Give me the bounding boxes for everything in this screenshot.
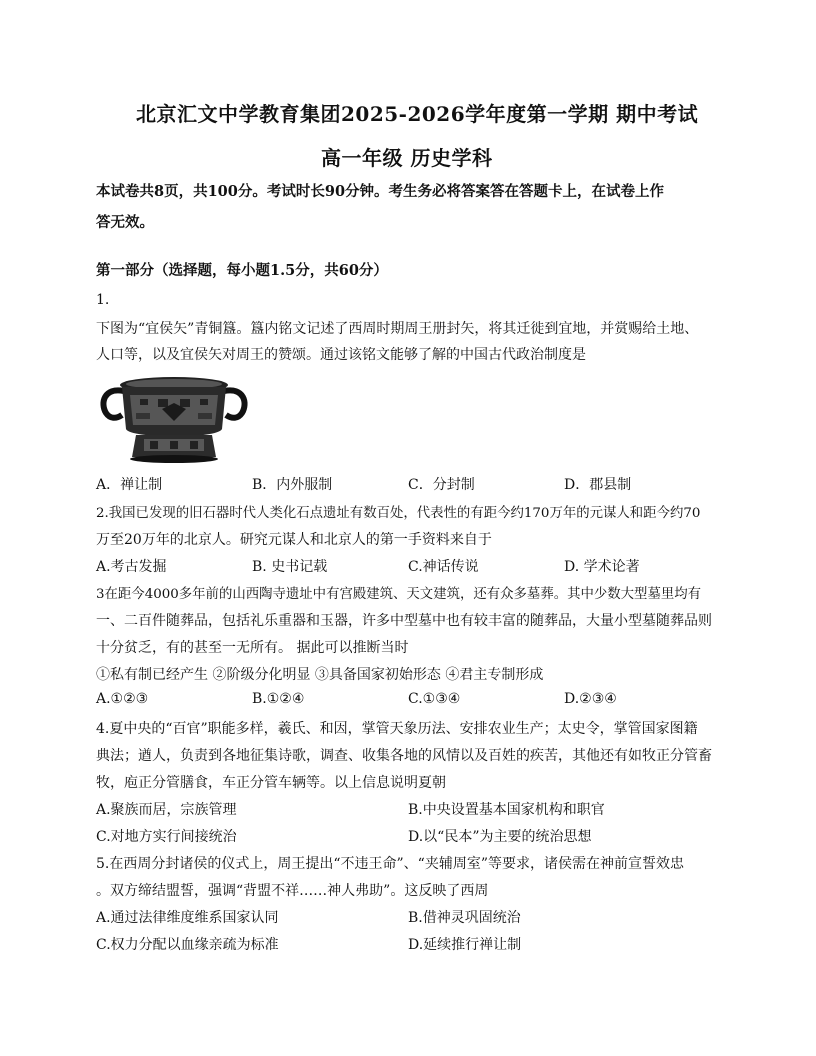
q3-stem-line-1: 3在距今4000多年前的山西陶寺遗址中有宫殿建筑、天文建筑，还有众多墓葬。其中少数大型墓里均有 <box>96 587 702 602</box>
q5-option-b[interactable]: B.借神灵巩固统治 <box>408 910 521 926</box>
q1-options <box>96 474 716 494</box>
q4-options-row-1 <box>96 799 716 819</box>
q3-statements: ①私有制已经产生 ②阶级分化明显 ③具备国家初始形态 ④君主专制形成 <box>96 667 544 683</box>
q4-option-d[interactable]: D.以“民本”为主要的统治思想 <box>408 829 592 845</box>
instructions-line-2: 答无效。 <box>96 214 154 231</box>
q5-option-c[interactable]: C.权力分配以血缘亲疏为标准 <box>96 937 279 953</box>
q3-option-a[interactable]: A.①②③ <box>96 691 149 707</box>
q1-number: 1. <box>96 292 110 308</box>
q4-option-c[interactable]: C.对地方实行间接统治 <box>96 829 237 845</box>
q1-option-d[interactable]: D．郡县制 <box>564 477 632 493</box>
bronze-gui-vessel-image <box>100 373 248 465</box>
q1-option-c[interactable]: C．分封制 <box>408 477 475 493</box>
q3-option-c[interactable]: C.①③④ <box>408 691 461 707</box>
q4-stem-line-2: 典法；遒人，负责到各地征集诗歌，调查、收集各地的风情以及百姓的疾苦，其他还有如牧正分管畜 <box>96 748 712 764</box>
q5-stem-line-2: 。双方缔结盟誓，强调“背盟不祥……神人弗助”。这反映了西周 <box>96 883 489 899</box>
q5-options-row-1 <box>96 907 716 927</box>
q5-stem-line-1: 5.在西周分封诸侯的仪式上，周王提出“不违王命”、“夹辅周室”等要求，诸侯需在神前宣誓效忠 <box>96 856 684 872</box>
q4-stem-line-1: 4.夏中央的“百官”职能多样，羲氏、和因，掌管天象历法、安排农业生产；太史令，掌管国家图籍 <box>96 721 698 737</box>
q2-options <box>96 556 716 576</box>
q4-option-a[interactable]: A.聚族而居，宗族管理 <box>96 802 237 818</box>
q2-stem-line-1: 2.我国已发现的旧石器时代人类化石点遗址有数百处，代表性的有距今约170万年的元谋人和距今约70 <box>96 506 701 521</box>
q2-stem-line-2: 万至20万年的北京人。研究元谋人和北京人的第一手资料来自于 <box>96 532 492 548</box>
q1-stem-line-1: 下图为“宜侯矢”青铜簋。簋内铭文记述了西周时期周王册封矢，将其迁徙到宜地，并赏赐给土地、 <box>96 321 699 337</box>
q4-options-row-2 <box>96 826 716 846</box>
q2-option-b[interactable]: B. 史书记载 <box>252 559 328 575</box>
exam-subtitle: 高一年级 历史学科 <box>321 146 493 170</box>
q3-option-d[interactable]: D.②③④ <box>564 691 617 707</box>
q3-option-b[interactable]: B.①②④ <box>252 691 305 707</box>
q2-option-d[interactable]: D. 学术论著 <box>564 559 640 575</box>
q4-option-b[interactable]: B.中央设置基本国家机构和职官 <box>408 802 605 818</box>
q5-option-d[interactable]: D.延续推行禅让制 <box>408 937 522 953</box>
q4-stem-line-3: 牧，庖正分管膳食，车正分管车辆等。以上信息说明夏朝 <box>96 775 446 791</box>
exam-title: 北京汇文中学教育集团2025-2026学年度第一学期 期中考试 <box>136 102 699 126</box>
q3-stem-line-2: 一、二百件随葬品，包括礼乐重器和玉器，许多中型墓中也有较丰富的随葬品，大量小型墓随葬品则 <box>96 613 712 629</box>
q1-option-a[interactable]: A．禅让制 <box>96 477 163 493</box>
section-title: 第一部分（选择题，每小题1.5分，共60分） <box>96 262 388 279</box>
q2-option-a[interactable]: A.考古发掘 <box>96 559 167 575</box>
q5-options-row-2 <box>96 934 716 954</box>
instructions-line-1: 本试卷共8页，共100分。考试时长90分钟。考生务必将答案答在答题卡上，在试卷上作 <box>96 183 665 200</box>
q2-option-c[interactable]: C.神话传说 <box>408 559 479 575</box>
q1-option-b[interactable]: B．内外服制 <box>252 477 333 493</box>
q3-stem-line-3: 十分贫乏，有的甚至一无所有。 据此可以推断当时 <box>96 640 409 656</box>
q5-option-a[interactable]: A.通过法律维度维系国家认同 <box>96 910 279 926</box>
q1-stem-line-2: 人口等，以及宜侯矢对周王的赞颂。通过该铭文能够了解的中国古代政治制度是 <box>96 347 586 363</box>
q3-options <box>96 691 716 711</box>
